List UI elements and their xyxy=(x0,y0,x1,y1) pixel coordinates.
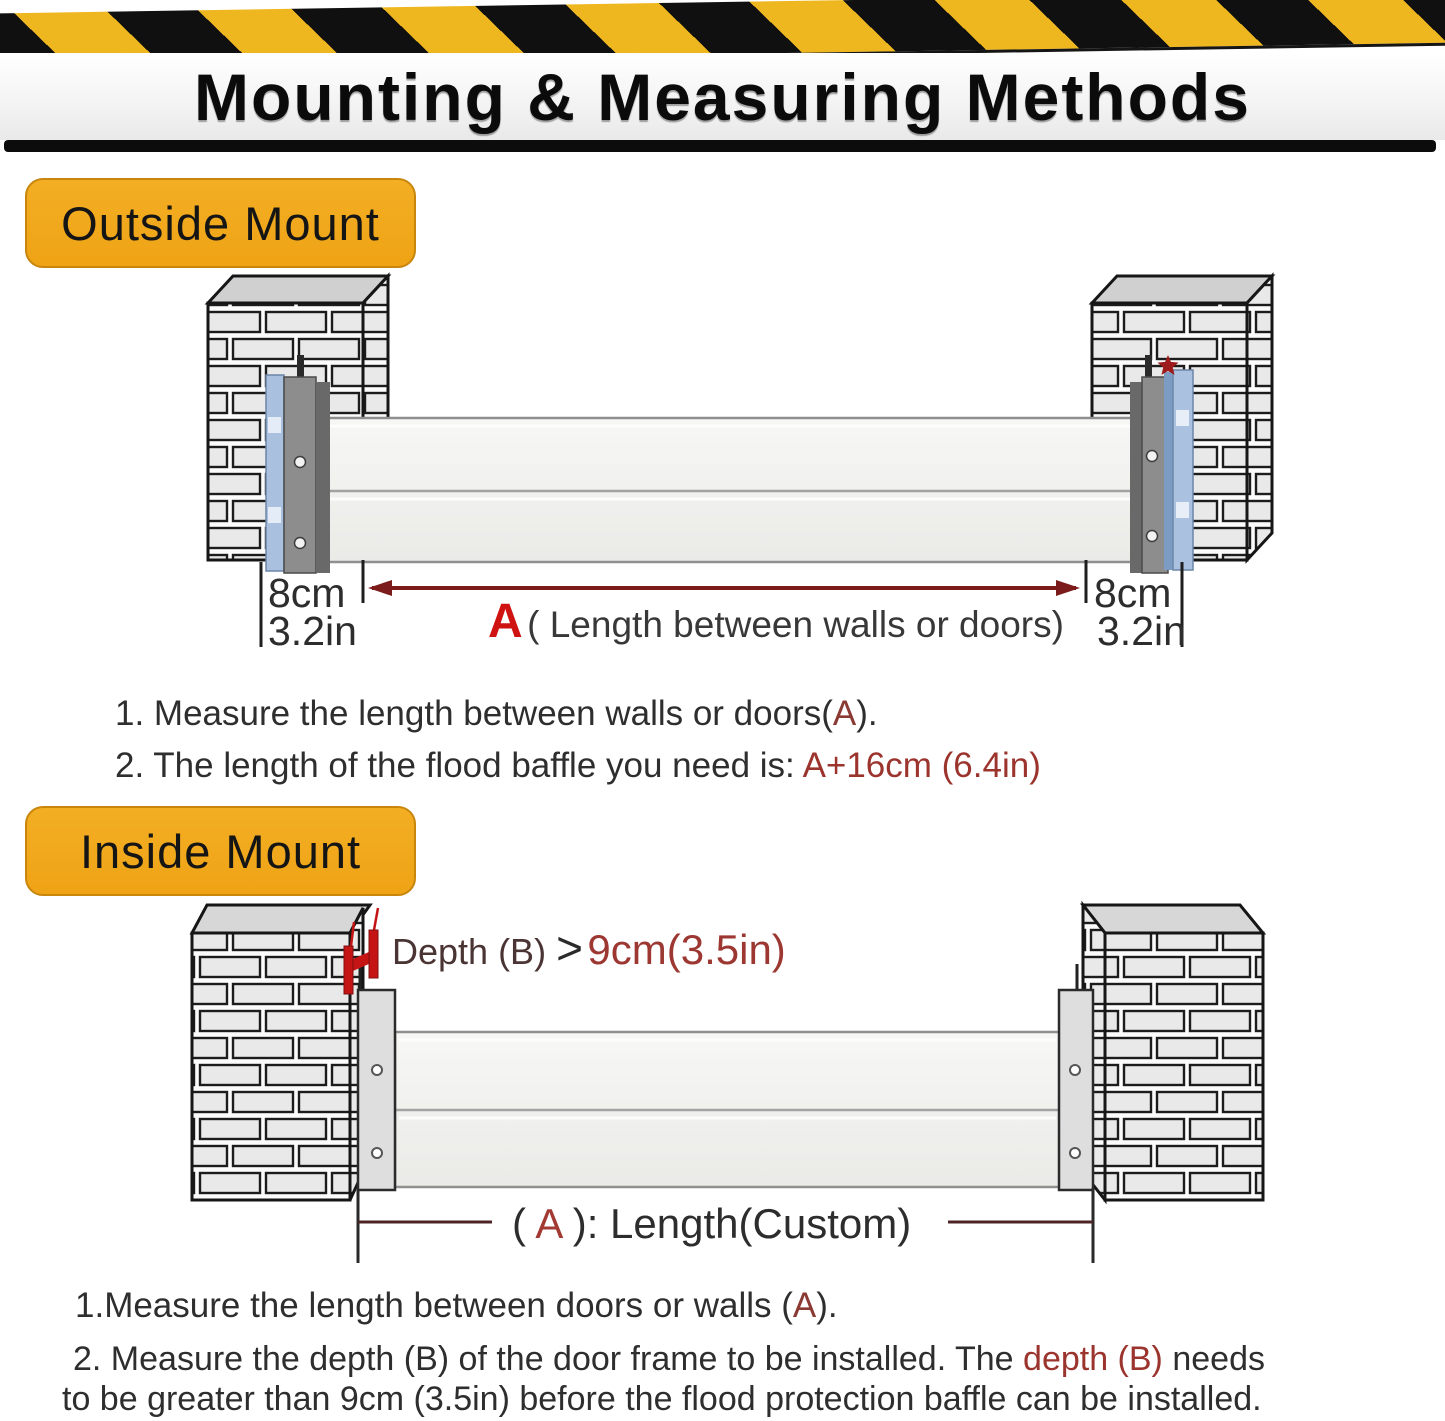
pillar-top-face xyxy=(1083,905,1263,933)
inside-step2-text: 2. Measure the depth (B) of the door frame to be installed. The xyxy=(73,1340,1024,1378)
depth-marker-post xyxy=(344,946,353,994)
depth-label xyxy=(392,922,786,974)
title-banner xyxy=(0,53,1445,140)
inside-step1-a: A xyxy=(792,1286,817,1325)
outside-step1-text: 1. Measure the length between walls or doors( xyxy=(115,694,833,733)
inside-step-1 xyxy=(75,1286,838,1326)
pillar-front-face xyxy=(192,933,350,1200)
flood-barrier-panels xyxy=(395,1032,1060,1187)
inside-step2-end: needs xyxy=(1162,1340,1265,1378)
bracket-side xyxy=(316,382,330,573)
hazard-stripes xyxy=(0,0,1445,60)
dim-label-right-in: 3.2in xyxy=(1097,608,1186,654)
dim-label-left-in: 3.2in xyxy=(268,608,357,654)
dim-label-left-cm: 8cm xyxy=(268,570,346,616)
seal-strip-inner xyxy=(1164,372,1173,570)
outside-step-2 xyxy=(115,746,1041,786)
width-arrow xyxy=(368,580,1080,596)
inside-mount-diagram xyxy=(0,900,1445,1285)
anchor-pin xyxy=(297,355,304,379)
mounting-bracket-right xyxy=(1130,355,1193,573)
screw-hole xyxy=(295,457,306,468)
screw-hole xyxy=(1147,451,1158,462)
pillar-top-face xyxy=(208,276,388,303)
length-label-a: A xyxy=(535,1200,562,1247)
depth-label-name: Depth (B) xyxy=(392,931,557,972)
screw-hole xyxy=(295,538,306,549)
arrowhead-left xyxy=(368,580,392,596)
outside-step1-a: A xyxy=(832,694,857,733)
brick-pillar-left xyxy=(192,905,370,1200)
outside-step-1 xyxy=(115,694,878,734)
flood-barrier-panels xyxy=(322,418,1135,562)
seal-strip xyxy=(266,375,284,571)
greater-than-sign: > xyxy=(556,922,583,974)
depth-marker-post xyxy=(369,930,378,978)
seal-mark xyxy=(268,417,281,433)
screw-hole xyxy=(1070,1148,1080,1158)
inside-step-2-line2: to be greater than 9cm (3.5in) before the flood protection baffle can be installed. xyxy=(62,1380,1262,1418)
screw-hole xyxy=(372,1148,382,1158)
length-label-pre: ( xyxy=(512,1200,526,1247)
pillar-front-face xyxy=(1105,933,1263,1200)
bracket-side xyxy=(1130,382,1142,573)
depth-label-value: 9cm(3.5in) xyxy=(587,926,786,973)
inside-step2-depth: depth (B) xyxy=(1023,1340,1163,1378)
seal-mark xyxy=(268,507,281,523)
inside-step-2 xyxy=(73,1340,1265,1379)
screw-hole xyxy=(372,1065,382,1075)
inside-mount-badge-label: Inside Mount xyxy=(79,824,362,878)
inside-step1-text: 1.Measure the length between doors or walls ( xyxy=(75,1286,793,1325)
channel-track-left xyxy=(358,964,395,1190)
hazard-stripe-banner xyxy=(0,0,1445,60)
page-title: Mounting & Measuring Methods xyxy=(194,59,1251,134)
screw-hole xyxy=(1147,531,1158,542)
outside-step2-text: 2. The length of the flood baffle you need is: xyxy=(115,746,803,785)
pillar-side-face xyxy=(1247,276,1272,560)
outside-mount-badge-label: Outside Mount xyxy=(61,196,380,250)
inside-step1-end: ). xyxy=(816,1286,838,1325)
inside-mount-badge xyxy=(25,806,416,896)
seal-strip xyxy=(1173,370,1193,570)
length-a-text: ( Length between walls or doors) xyxy=(527,604,1064,645)
mounting-bracket-left xyxy=(266,355,330,573)
depth-marker-line xyxy=(374,908,378,930)
title-underline-bar xyxy=(4,140,1436,152)
outside-step1-end: ). xyxy=(856,694,878,733)
length-custom-label xyxy=(512,1200,911,1247)
seal-mark xyxy=(1176,502,1189,518)
dim-label-right-cm: 8cm xyxy=(1094,570,1172,616)
arrowhead-right xyxy=(1056,580,1080,596)
outside-mount-diagram xyxy=(0,255,1445,685)
anchor-pin xyxy=(1145,355,1152,379)
channel-body xyxy=(1059,990,1093,1190)
brick-pillar-right xyxy=(1083,905,1263,1200)
pillar-top-face xyxy=(192,905,370,933)
channel-body xyxy=(358,990,395,1190)
seal-mark xyxy=(1176,410,1189,426)
pillar-top-face xyxy=(1092,276,1272,303)
screw-hole xyxy=(1070,1065,1080,1075)
channel-track-right xyxy=(1059,964,1093,1190)
length-label-post: ): Length(Custom) xyxy=(572,1200,912,1247)
length-a-label xyxy=(488,595,1064,648)
length-a-letter: A xyxy=(488,595,523,648)
outside-step2-value: A+16cm (6.4in) xyxy=(802,746,1041,785)
